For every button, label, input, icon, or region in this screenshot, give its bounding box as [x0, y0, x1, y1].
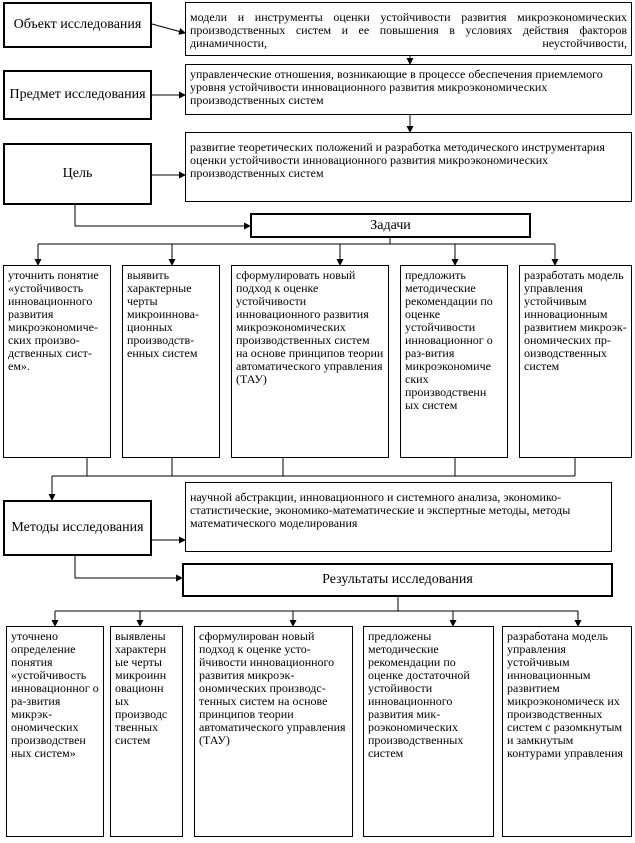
- result-text-5: разработана модель управления устойчивым инновационным развитием микроэкономическ их производственных систем с разомкнутым и замкнутым контурами управления: [507, 629, 624, 760]
- methods-text-box: [185, 482, 612, 552]
- subject-text: управленческие отношения, возникающие в процессе обеспечения приемлемого уровня устойчивости инновационного развития микроэкономических производственных систем: [190, 67, 603, 107]
- subject-text-box: [185, 64, 632, 115]
- object-label-box: [3, 2, 152, 48]
- task-text-2: выявить характерные черты микроинновационных производственных систем: [127, 268, 199, 360]
- task-box-2: [122, 265, 220, 458]
- goal-text-box: [185, 132, 632, 202]
- task-text-5: разработать модель управления устойчивым инновационным развитием микроэкономических производственных систем: [524, 268, 627, 373]
- result-text-4: предложены методические рекомендации по оценке достаточной устойивости инновационного развития микроэкономических производственных систем: [368, 629, 470, 760]
- goal-text: развитие теоретических положений и разработка методического инструментария оценки устойчивости инновационного развития микроэкономических производственных систем: [190, 140, 605, 180]
- result-text-3: сформулирован новый подход к оценке устойчивости инновационного развития микроэкономических производстенных систем на основе принципов теории автоматического управления (ТАУ): [199, 629, 346, 747]
- task-box-5: [519, 265, 632, 458]
- result-text-2: выявлены характерн ые черты микроинн овационн ых производс твенных систем: [115, 629, 168, 747]
- task-box-4: [400, 265, 508, 458]
- object-label: Объект исследования: [13, 17, 142, 32]
- object-text-box: [185, 2, 632, 56]
- task-box-1: [3, 265, 111, 458]
- object-text: модели и инструменты оценки устойчивости развития микроэкономических производственных систем и ее повышения в условиях действия факторов динамичности, неустойчивости,: [190, 10, 627, 50]
- result-box-5: [502, 626, 632, 837]
- results-header: Результаты исследования: [322, 572, 473, 587]
- methods-label-box: [3, 500, 152, 556]
- task-text-3: сформулировать новый подход к оценке устойчивости инновационного развития микроэкономических производственных систем на основе принципов теории автоматического управления (ТАУ): [236, 268, 384, 386]
- task-text-4: предложить методические рекомендации по оценке устойчивости инновационног о раз-вития микроэкономиче ских производственн ых систем: [405, 268, 493, 412]
- result-box-1: [6, 626, 104, 837]
- goal-label-box: [3, 143, 152, 205]
- task-box-3: [231, 265, 389, 458]
- result-text-1: уточнено определение понятия «устойчивость инновационног о ра-звития микрэкономических производствен ных систем»: [11, 629, 99, 760]
- results-header-box: [182, 563, 613, 597]
- subject-label: Предмет исследования: [9, 87, 146, 102]
- methods-label: Методы исследования: [11, 520, 144, 535]
- tasks-header: Задачи: [370, 217, 411, 233]
- methods-text: научной абстракции, инновационного и системного анализа, экономико-статистические, экономико-математические и экспертные методы, методы математического моделирования: [190, 490, 571, 530]
- subject-label-box: [3, 70, 152, 120]
- tasks-header-box: [250, 213, 531, 238]
- result-box-4: [363, 626, 494, 837]
- result-box-2: [110, 626, 183, 837]
- result-box-3: [194, 626, 353, 837]
- task-text-1: уточнить понятие «устойчивость инновационного развития микроэкономических производственных систем».: [8, 268, 99, 373]
- goal-label: Цель: [62, 166, 93, 181]
